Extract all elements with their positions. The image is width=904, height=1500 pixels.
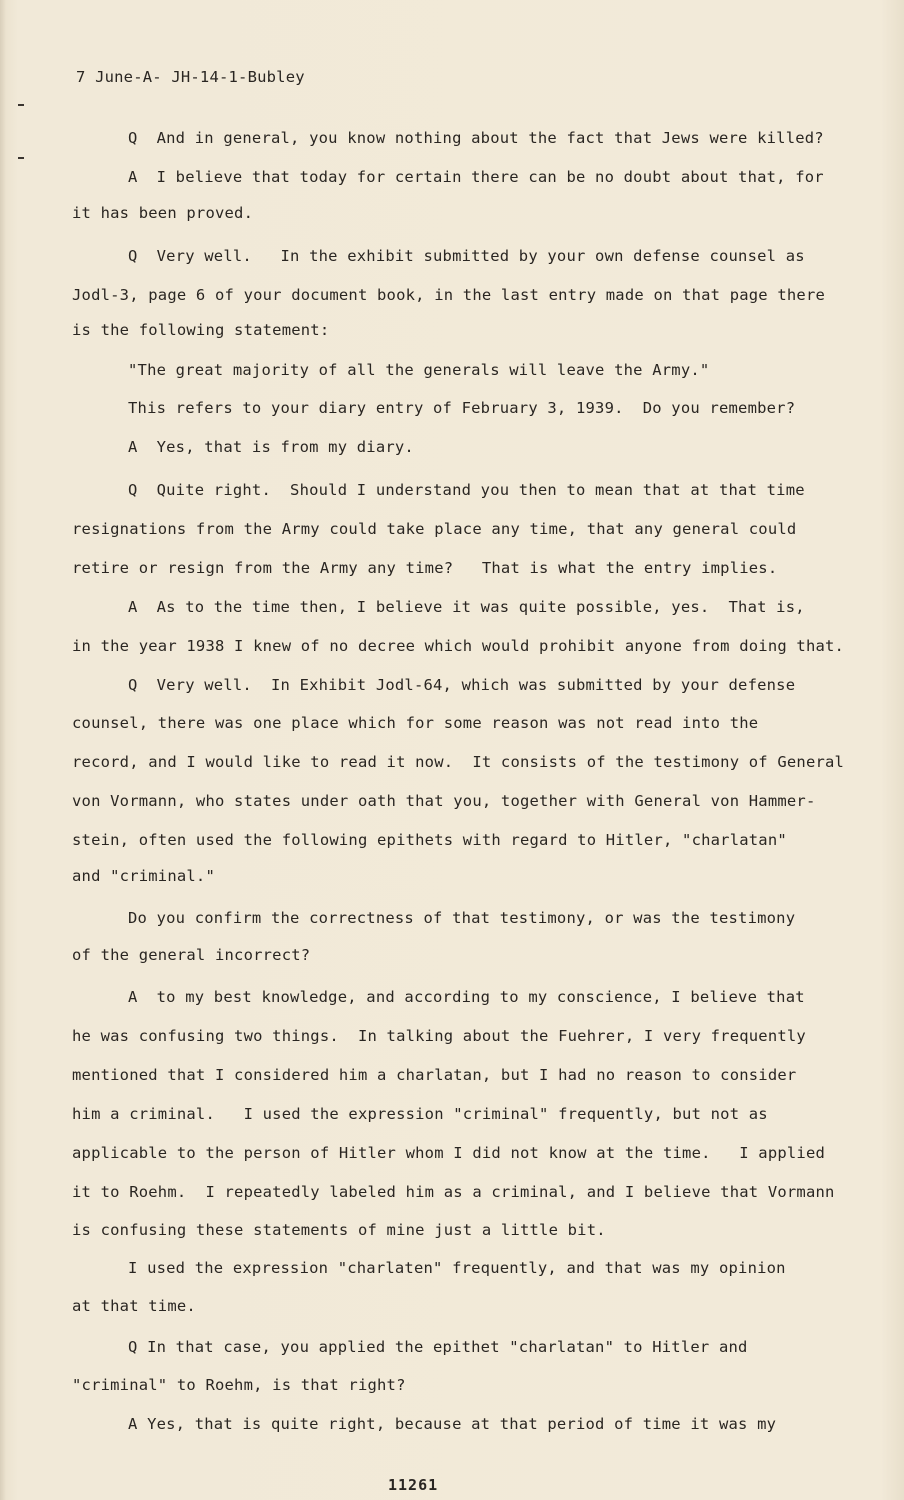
text-line: stein, often used the following epithets with regard to Hitler, "charlatan" (72, 831, 787, 849)
text-line: is confusing these statements of mine just a little bit. (72, 1221, 606, 1239)
text-line: I used the expression "charlaten" frequently, and that was my opinion (128, 1259, 786, 1277)
page-number: 11261 (388, 1476, 439, 1494)
text-line: it to Roehm. I repeatedly labeled him as a criminal, and I believe that Vormann (72, 1183, 835, 1201)
text-line: he was confusing two things. In talking about the Fuehrer, I very frequently (72, 1027, 806, 1045)
text-line: A I believe that today for certain there can be no doubt about that, for (128, 168, 824, 186)
text-line: Q In that case, you applied the epithet "charlatan" to Hitler and (128, 1338, 748, 1356)
text-line: is the following statement: (72, 321, 330, 339)
text-line: record, and I would like to read it now. It consists of the testimony of General (72, 753, 845, 771)
text-line: Q Quite right. Should I understand you then to mean that at that time (128, 481, 805, 499)
margin-mark (18, 157, 24, 159)
text-line: at that time. (72, 1297, 196, 1315)
text-line: This refers to your diary entry of February 3, 1939. Do you remember? (128, 399, 796, 417)
text-line: Do you confirm the correctness of that testimony, or was the testimony (128, 909, 796, 927)
text-line: von Vormann, who states under oath that you, together with General von Hammer- (72, 792, 816, 810)
text-line: retire or resign from the Army any time? That is what the entry implies. (72, 559, 778, 577)
margin-mark (18, 104, 24, 106)
page-edge-shadow (0, 0, 6, 1500)
text-line: Q Very well. In the exhibit submitted by your own defense counsel as (128, 247, 805, 265)
quotation-line: "The great majority of all the generals will leave the Army." (128, 361, 710, 379)
text-line: A Yes, that is from my diary. (128, 438, 414, 456)
text-line: A As to the time then, I believe it was quite possible, yes. That is, (128, 598, 805, 616)
text-line: Jodl-3, page 6 of your document book, in the last entry made on that page there (72, 286, 826, 304)
text-line: Q Very well. In Exhibit Jodl-64, which was submitted by your defense (128, 676, 796, 694)
text-line: applicable to the person of Hitler whom I did not know at the time. I applied (72, 1144, 826, 1162)
document-header: 7 June-A- JH-14-1-Bubley (76, 68, 305, 86)
text-line: counsel, there was one place which for some reason was not read into the (72, 714, 759, 732)
text-line: A to my best knowledge, and according to my conscience, I believe that (128, 988, 805, 1006)
text-line: and "criminal." (72, 867, 215, 885)
text-line: it has been proved. (72, 204, 254, 222)
text-line: of the general incorrect? (72, 946, 311, 964)
text-line: resignations from the Army could take place any time, that any general could (72, 520, 797, 538)
text-line: him a criminal. I used the expression "criminal" frequently, but not as (72, 1105, 768, 1123)
text-line: mentioned that I considered him a charlatan, but I had no reason to consider (72, 1066, 797, 1084)
text-line: "criminal" to Roehm, is that right? (72, 1376, 406, 1394)
text-line: Q And in general, you know nothing about the fact that Jews were killed? (128, 129, 824, 147)
text-line: A Yes, that is quite right, because at that period of time it was my (128, 1415, 777, 1433)
text-line: in the year 1938 I knew of no decree which would prohibit anyone from doing that. (72, 637, 845, 655)
